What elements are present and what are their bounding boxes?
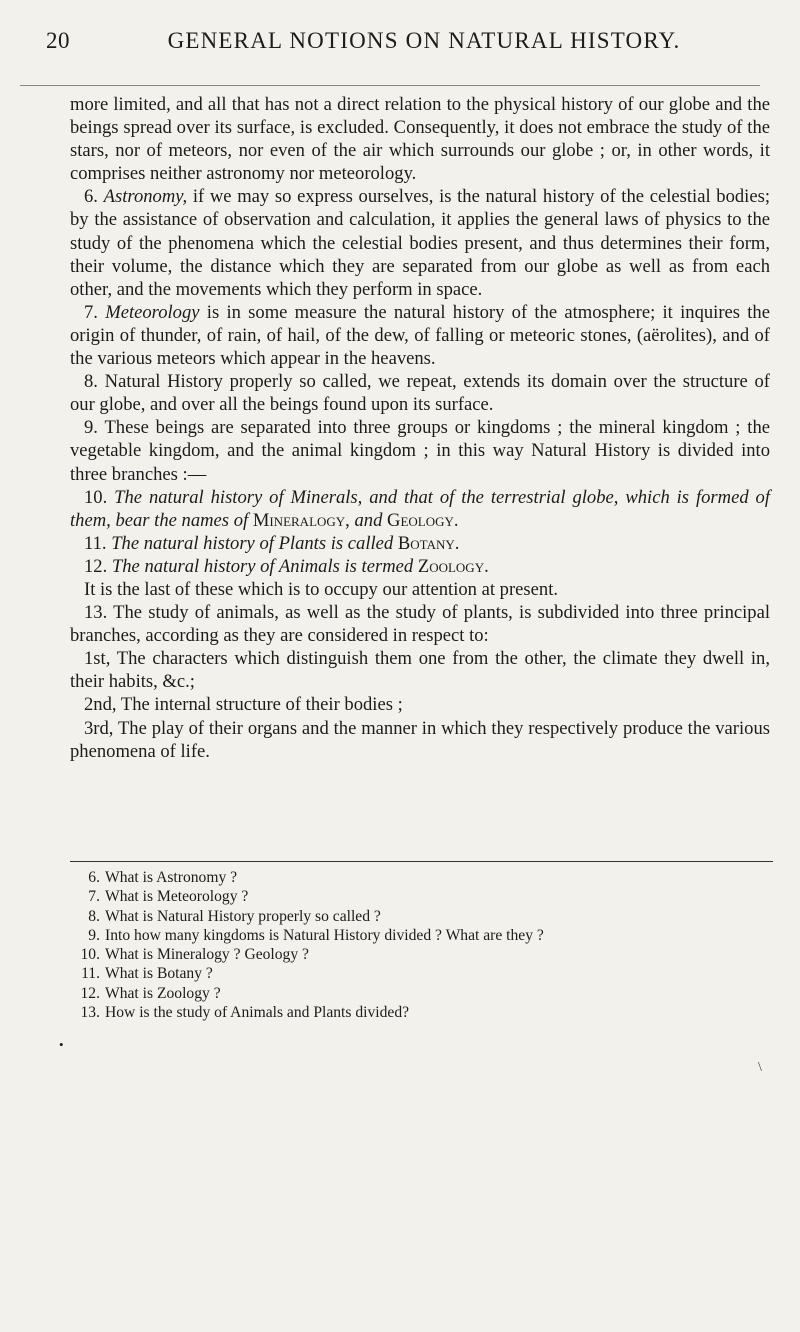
paragraph-italic: The natural history of Plants is called — [106, 532, 398, 554]
paragraph-number: 11. — [84, 532, 107, 554]
paragraph-number: 13. — [84, 602, 108, 624]
question-text: What is Mineralogy ? Geology ? — [105, 946, 309, 964]
question-item — [78, 1003, 770, 1022]
list-item-first: 1st, The characters which distinguish them one from the other, the climate they dwell in, their habits, &c.; — [70, 648, 770, 693]
paragraph-number: 8. — [84, 371, 98, 393]
paragraph-number: 9. — [84, 417, 98, 439]
paragraph-text: These beings are separated into three groups or kingdoms ; the mineral kingdom ; the vegetable kingdom, and the animal kingdom ; in this way Natural History is divided into three branches :— — [70, 417, 770, 485]
pen-mark-icon: \ — [758, 1060, 762, 1075]
question-number: 12. — [80, 984, 100, 1002]
paragraph-10 — [70, 486, 770, 532]
paragraph-number: 6. — [84, 186, 98, 208]
question-text: What is Astronomy ? — [105, 869, 238, 886]
paragraph-text: The study of animals, as well as the study of plants, is subdivided into three principal branches, according as they are considered in respect to: — [70, 602, 770, 647]
paragraph-12-note: It is the last of these which is to occupy our attention at present. — [84, 578, 559, 600]
question-text: What is Botany ? — [105, 965, 213, 983]
question-item — [78, 926, 770, 945]
question-item — [78, 887, 770, 906]
question-item — [78, 945, 770, 964]
page-number: 20 — [46, 28, 70, 53]
question-text: Into how many kingdoms is Natural History divided ? What are they ? — [105, 926, 544, 944]
term-astronomy: Astronomy, — [103, 186, 188, 208]
questions-rule — [70, 861, 773, 862]
question-number: 7. — [88, 888, 100, 906]
paragraph-number: 12. — [84, 555, 108, 577]
question-text: How is the study of Animals and Plants divided? — [105, 1004, 410, 1022]
question-text: What is Meteorology ? — [105, 888, 249, 906]
list-item-second: 2nd, The internal structure of their bodies ; — [84, 694, 403, 716]
running-title: GENERAL NOTIONS ON NATURAL HISTORY. — [167, 28, 681, 53]
list-item-third: 3rd, The play of their organs and the manner in which they respectively produce the various phenomena of life. — [70, 717, 770, 762]
paragraph-6 — [70, 185, 770, 300]
paragraph-7 — [70, 301, 770, 370]
bullet-mark-icon: • — [59, 1037, 64, 1052]
paragraph-12 — [70, 555, 770, 578]
question-item — [78, 868, 770, 887]
page-header — [46, 24, 762, 60]
question-number: 6. — [88, 869, 100, 886]
question-text: What is Zoology ? — [105, 984, 221, 1002]
paragraph-9 — [70, 416, 770, 485]
question-text: What is Natural History properly so called ? — [105, 907, 381, 925]
question-number: 13. — [80, 1004, 100, 1022]
paragraph-text: if we may so express ourselves, is the natural history of the celestial bodies; by the assistance of observation and calculation, it applies the general laws of physics to the study of the phenomena which the celestial bodies present, and thus determines their form, their volume, the distance which they are separated from our globe as well as from each other, and the movements which they perform in space. — [70, 186, 770, 300]
term-geology: Geology. — [387, 509, 459, 531]
question-item — [78, 984, 770, 1003]
question-item — [78, 964, 770, 983]
paragraph-11 — [70, 532, 770, 555]
paragraph-8 — [70, 370, 770, 416]
paragraph-italic: The natural history of Minerals, and that of the terrestrial globe, which is formed of them, bear the names of — [70, 486, 770, 531]
body-text — [70, 93, 770, 763]
paragraph-number: 10. — [84, 486, 108, 508]
paragraph-13 — [70, 601, 770, 647]
term-zoology: Zoology. — [417, 555, 489, 577]
question-item — [78, 907, 770, 926]
term-meteorology: Meteorology — [105, 301, 200, 323]
paragraph-continuation: more limited, and all that has not a direct relation to the physical history of our globe and the beings spread over its surface, is excluded. Consequently, it does not embrace the study of the stars, nor of meteors, nor even of the air which surrounds our globe ; or, in other words, it comprises neither astronomy nor meteorology. — [70, 94, 770, 185]
question-number: 8. — [88, 907, 100, 925]
term-mineralogy: Mineralogy, — [252, 509, 350, 531]
paragraph-number: 7. — [84, 301, 98, 323]
paragraph-italic: The natural history of Animals is termed — [107, 555, 418, 577]
paragraph-text: is in some measure the natural history of the atmosphere; it inquires the origin of thunder, of rain, of hail, of the dew, of falling or meteoric stones, (aërolites), and of the various meteors which appear in the heavens. — [70, 301, 770, 370]
review-questions — [78, 868, 770, 1022]
question-number: 10. — [80, 946, 100, 964]
question-number: 11. — [81, 965, 100, 983]
term-botany: Botany. — [397, 532, 460, 554]
paragraph-italic-and: and — [349, 509, 388, 531]
header-rule — [20, 85, 760, 86]
paragraph-text: Natural History properly so called, we repeat, extends its domain over the structure of our globe, and over all the beings found upon its surface. — [70, 371, 770, 416]
question-number: 9. — [88, 926, 100, 944]
